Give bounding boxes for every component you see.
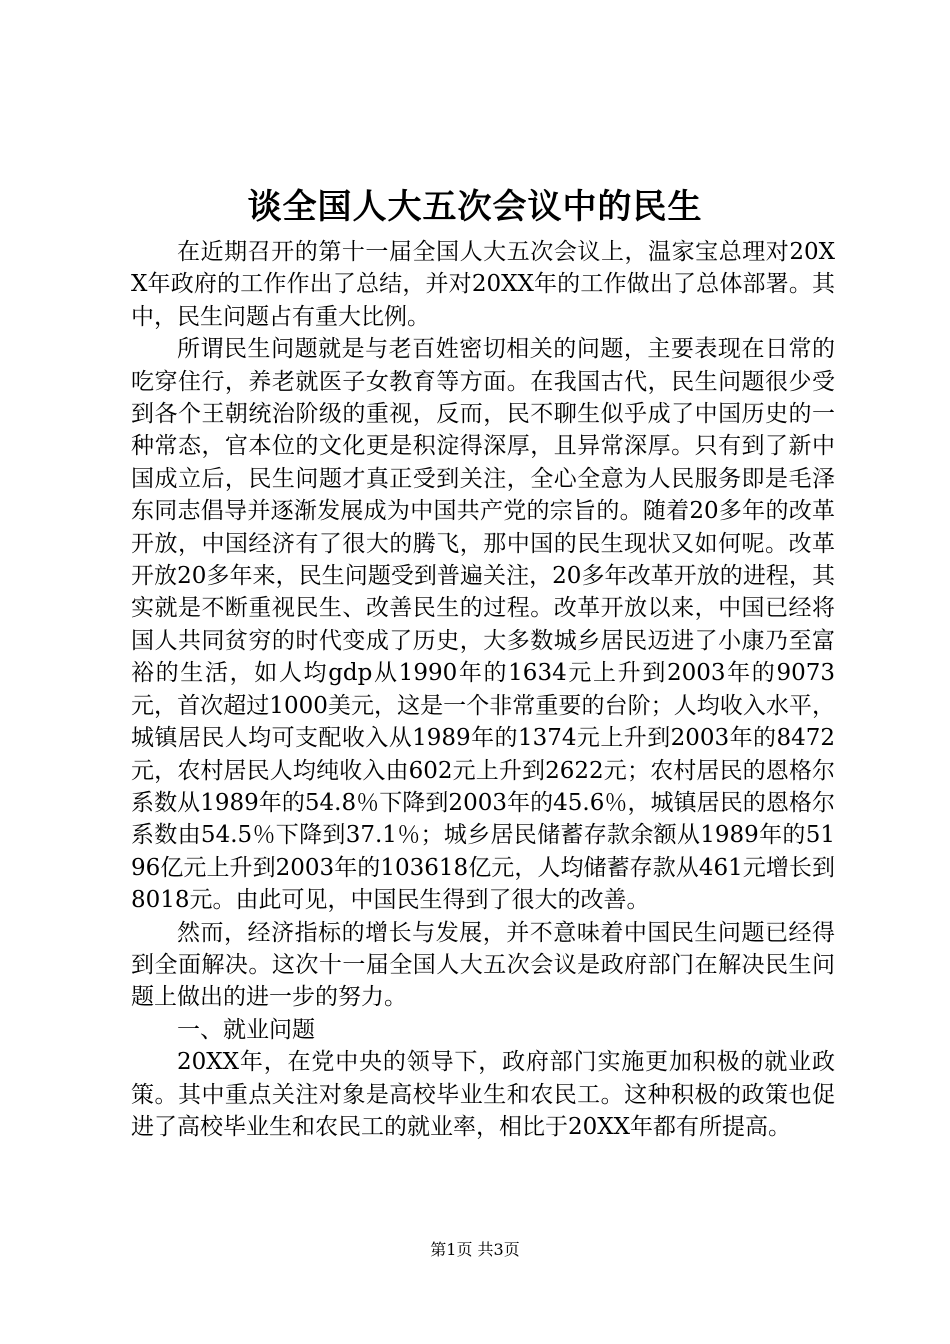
paragraph-intro: 在近期召开的第十一届全国人大五次会议上，温家宝总理对20XX年政府的工作作出了总结，并对20XX年的工作做出了总体部署。其中，民生问题占有重大比例。 [131, 239, 835, 330]
paragraph-however: 然而，经济指标的增长与发展，并不意味着中国民生问题已经得到全面解决。这次十一届全国人大五次会议是政府部门在解决民生问题上做出的进一步的努力。 [131, 919, 835, 1011]
document-body [131, 236, 835, 1143]
document-title: 谈全国人大五次会议中的民生 [247, 187, 703, 227]
section-heading-employment: 一、就业问题 [177, 1016, 315, 1043]
page-number-footer: 第1页 共3页 [430, 1240, 520, 1259]
paragraph-employment: 20XX年，在党中央的领导下，政府部门实施更加积极的就业政策。其中重点关注对象是高校毕业生和农民工。这种积极的政策也促进了高校毕业生和农民工的就业率，相比于20XX年都有所提高。 [131, 1049, 835, 1140]
paragraph-livelihood-definition: 所谓民生问题就是与老百姓密切相关的问题，主要表现在日常的吃穿住行，养老就医子女教育等方面。在我国古代，民生问题很少受到各个王朝统治阶级的重视，反而，民不聊生似乎成了中国历史的一种常态，官本位的文化更是积淀得深厚，且异常深厚。只有到了新中国成立后，民生问题才真正受到关注，全心全意为人民服务即是毛泽东同志倡导并逐渐发展成为中国共产党的宗旨的。随着20多年的改革开放，中国经济有了很大的腾飞，那中国的民生现状又如何呢。改革开放20多年来，民生问题受到普遍关注，20多年改革开放的进程，其实就是不断重视民生、改善民生的过程。改革开放以来，中国已经将国人共同贫穷的时代变成了历史，大多数城乡居民迈进了小康乃至富裕的生活，如人均gdp从1990年的1634元上升到2003年的9073元，首次超过1000美元，这是一个非常重要的台阶；人均收入水平，城镇居民人均可支配收入从1989年的1374元上升到2003年的8472元，农村居民人均纯收入由602元上升到2622元；农村居民的恩格尔系数从1989年的54.8％下降到2003年的45.6％，城镇居民的恩格尔系数由54.5％下降到37.1％；城乡居民储蓄存款余额从1989年的5196亿元上升到2003年的103618亿元，人均储蓄存款从461元增长到8018元。由此可见，中国民生得到了很大的改善。 [131, 336, 835, 914]
